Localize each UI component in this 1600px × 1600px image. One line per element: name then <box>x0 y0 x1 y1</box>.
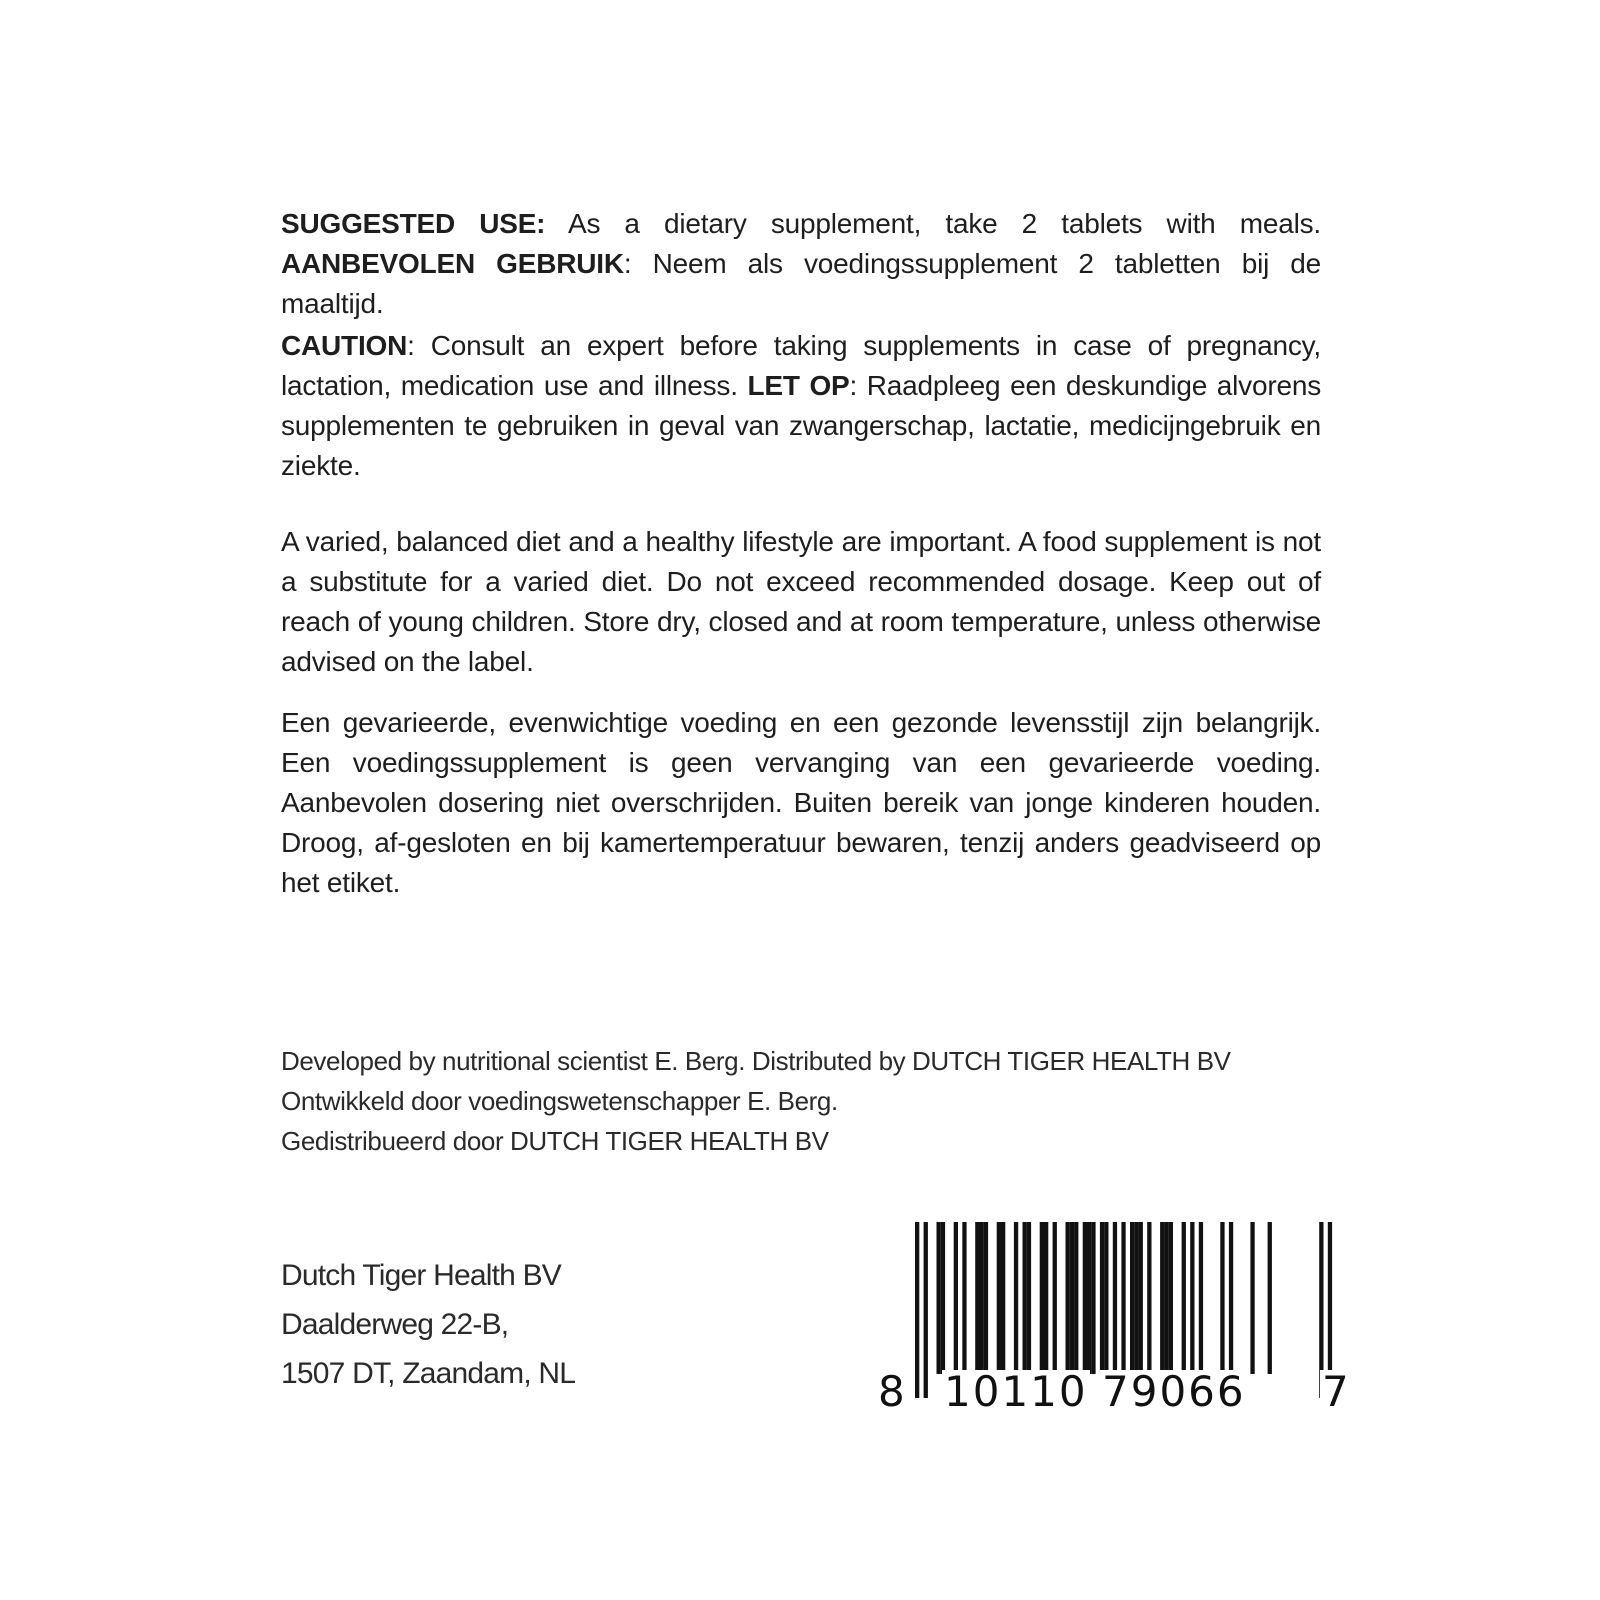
let-op-text: : Raadpleeg een deskundige alvorens supplementen te gebruiken in geval van zwangerschap, lactatie, medicijngebruik en ziekte. <box>281 370 1321 481</box>
barcode-bar <box>1027 1222 1031 1374</box>
barcode-bar <box>924 1222 928 1398</box>
barcode <box>880 1222 1360 1414</box>
aanbevolen-gebruik-label: AANBEVOLEN GEBRUIK <box>281 248 624 279</box>
suggested-use-label: SUGGESTED USE: <box>281 208 546 239</box>
barcode-bar <box>915 1222 919 1398</box>
general-advice-en: A varied, balanced diet and a healthy lifestyle are important. A food supplement is not a substitute for a varied diet. Do not exceed recommended dosage. Keep out of reach of young children. Store dry, closed and at room temperature, unless otherwise advised on the label. <box>281 526 1321 677</box>
barcode-system-digit: 8 <box>878 1367 907 1416</box>
company-name: Dutch Tiger Health BV <box>281 1259 562 1292</box>
barcode-bar <box>1160 1222 1164 1374</box>
barcode-bar <box>1087 1222 1091 1374</box>
barcode-bar <box>997 1222 1001 1374</box>
barcode-bar <box>1229 1222 1233 1374</box>
barcode-bar <box>1070 1222 1074 1374</box>
barcode-bar <box>1083 1222 1087 1374</box>
barcode-bar <box>1130 1222 1134 1374</box>
barcode-bar <box>1066 1222 1070 1374</box>
barcode-bar <box>941 1222 945 1374</box>
barcode-bar <box>1104 1222 1108 1374</box>
barcode-bar <box>1147 1222 1151 1374</box>
barcode-bar <box>937 1222 941 1374</box>
barcode-check-digit: 7 <box>1322 1367 1351 1416</box>
street-address: Daalderweg 22-B, <box>281 1308 509 1341</box>
let-op-label: LET OP <box>747 370 850 401</box>
barcode-left-digits: 10110 <box>944 1367 1088 1416</box>
barcode-bar <box>1053 1222 1057 1374</box>
suggested-use-paragraph <box>281 204 1321 324</box>
barcode-bar <box>1182 1222 1186 1374</box>
caution-text: : Consult an expert before taking supplements in case of pregnancy, lactation, medication use and illness. <box>281 330 1321 401</box>
credits-line-en: Developed by nutritional scientist E. Berg. Distributed by DUTCH TIGER HEALTH BV <box>281 1046 1231 1076</box>
caution-label: CAUTION <box>281 330 408 361</box>
barcode-bar <box>1001 1222 1005 1374</box>
barcode-bar <box>962 1222 966 1374</box>
barcode-bar <box>1190 1222 1194 1374</box>
barcode-bar <box>1074 1222 1078 1374</box>
barcode-bar <box>1014 1222 1018 1374</box>
barcode-bar <box>1328 1222 1332 1374</box>
general-advice-nl: Een gevarieerde, evenwichtige voeding en een gezonde levensstijl zijn belangrijk. Een voedingssupplement is geen vervanging van een gevarieerde voeding. Aanbevolen dosering niet overschrijden. Buiten bereik van jonge kinderen houden. Droog, af-gesloten en bij kamertemperatuur bewaren, tenzij anders geadviseerd op het etiket. <box>281 707 1321 898</box>
postal-city: 1507 DT, Zaandam, NL <box>281 1357 576 1390</box>
company-address <box>281 1251 575 1398</box>
barcode-bar <box>1040 1222 1044 1374</box>
barcode-bar <box>1164 1222 1168 1374</box>
barcode-bar <box>1023 1222 1027 1374</box>
aanbevolen-gebruik-text: : Neem als voedingssupplement 2 tabletten bij de maaltijd. <box>281 248 1322 319</box>
barcode-bar <box>1169 1222 1173 1374</box>
barcode-bar <box>1044 1222 1048 1374</box>
barcode-bar <box>1268 1222 1272 1374</box>
suggested-use-text: As a dietary supplement, take 2 tablets with meals. <box>545 208 1322 239</box>
caution-paragraph <box>281 326 1321 486</box>
barcode-bar <box>1220 1222 1224 1374</box>
barcode-bar <box>1134 1222 1138 1374</box>
barcode-bar <box>1100 1222 1104 1374</box>
barcode-bar <box>1250 1222 1254 1374</box>
barcode-bar <box>1139 1222 1143 1374</box>
developer-credits <box>281 1041 1231 1161</box>
barcode-bar <box>975 1222 979 1374</box>
barcode-bar <box>954 1222 958 1374</box>
barcode-bar <box>1091 1222 1095 1374</box>
barcode-bar <box>984 1222 988 1374</box>
barcode-bar <box>980 1222 984 1374</box>
barcode-right-digits: 79066 <box>1102 1367 1246 1416</box>
credits-line-nl-distributed: Gedistribueerd door DUTCH TIGER HEALTH BV <box>281 1126 829 1156</box>
barcode-bar <box>1199 1222 1203 1374</box>
credits-line-nl-developed: Ontwikkeld door voedingswetenschapper E. Berg. <box>281 1086 838 1116</box>
